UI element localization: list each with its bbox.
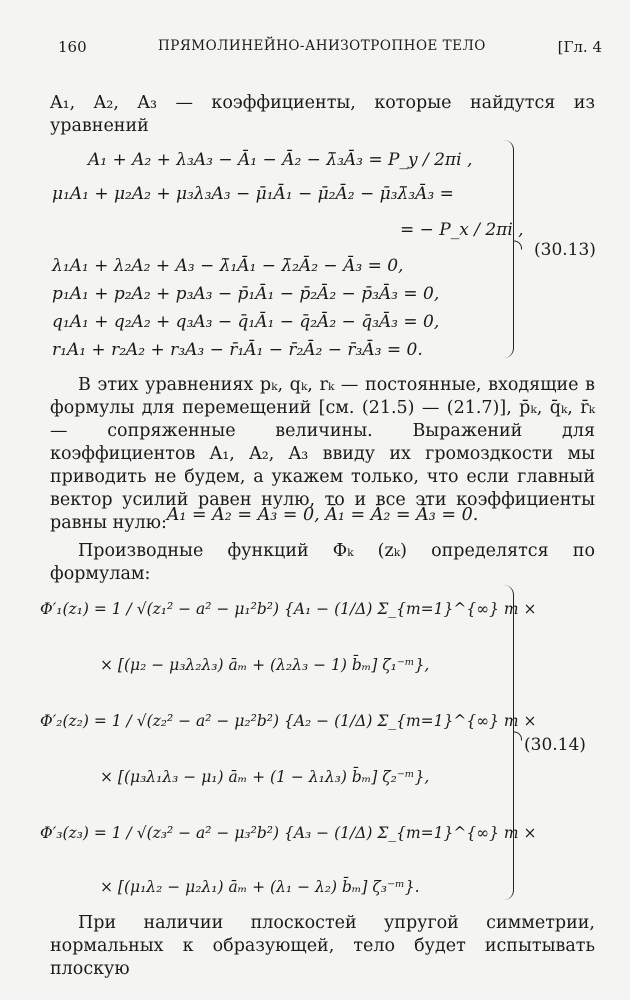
- right-brace: [503, 140, 514, 358]
- equation-line: × [(μ₁λ₂ − μ₂λ₁) āₘ + (λ₁ − λ₂) b̄ₘ] ζ₃⁻ᵐ}.: [100, 878, 420, 896]
- intro-text: A₁, A₂, A₃ — коэффициенты, которые найдутся из уравнений: [50, 93, 595, 136]
- running-title: ПРЯМОЛИНЕЙНО-АНИЗОТРОПНОЕ ТЕЛО: [158, 38, 486, 54]
- page-header: [58, 38, 602, 62]
- equation-line: × [(μ₃λ₁λ₃ − μ₁) āₘ + (1 − λ₁λ₃) b̄ₘ] ζ₂⁻ᵐ},: [100, 768, 430, 786]
- equation-line: q₁A₁ + q₂A₂ + q₃A₃ − q̄₁Ā₁ − q̄₂Ā₂ − q̄₃Ā₃ = 0,: [52, 312, 440, 332]
- equation-line: × [(μ₂ − μ₃λ₂λ₃) āₘ + (λ₂λ₃ − 1) b̄ₘ] ζ₁⁻ᵐ},: [100, 656, 430, 674]
- equation-number: (30.13): [534, 240, 596, 260]
- right-brace: [503, 585, 514, 900]
- equation-line: λ₁A₁ + λ₂A₂ + A₃ − λ̄₁Ā₁ − λ̄₂Ā₂ − Ā₃ = 0,: [52, 256, 404, 276]
- body-paragraph: При наличии плоскостей упругой симметрии, нормальных к образующей, тело будет испытывать плоскую: [50, 913, 595, 979]
- page-number: 160: [58, 38, 87, 56]
- equation-line: A₁ + A₂ + λ₃A₃ − Ā₁ − Ā₂ − λ̄₃Ā₃ = P_y / 2πi ,: [88, 150, 473, 170]
- equation-line: p₁A₁ + p₂A₂ + p₃A₃ − p̄₁Ā₁ − p̄₂Ā₂ − p̄₃Ā₃ = 0,: [52, 284, 440, 304]
- equation-line: r₁A₁ + r₂A₂ + r₃A₃ − r̄₁Ā₁ − r̄₂Ā₂ − r̄₃Ā₃ = 0.: [52, 340, 423, 360]
- zero-coefficients-equation: A₁ = A₂ = A₃ = 0, Ā₁ = Ā₂ = Ā₃ = 0.: [166, 505, 479, 525]
- equation-line: = − P_x / 2πi ,: [400, 220, 524, 240]
- equation-line: Φ′₂(z₂) = 1 / √(z₂² − a² − μ₂²b²) {A₂ − (1/Δ) Σ_{m=1}^{∞} m ×: [40, 712, 537, 730]
- equation-number: (30.14): [524, 735, 586, 755]
- equation-line: μ₁A₁ + μ₂A₂ + μ₃λ₃A₃ − μ̄₁Ā₁ − μ̄₂Ā₂ − μ̄₃λ̄₃Ā₃ =: [52, 184, 454, 204]
- body-paragraph: В этих уравнениях pₖ, qₖ, rₖ — постоянные, входящие в формулы для перемещений [см. (21.5) — (21.7)], p̄ₖ, q̄ₖ, r̄ₖ — сопряженные величины. Выражений для коэффициентов A₁, A₂, A₃ ввиду их громоздкости мы приводить не будем, а укажем только, что если главный вектор усилий равен нулю, то и все эти коэффициенты равны нулю:: [50, 375, 595, 533]
- body-paragraph: Производные функций Φₖ (zₖ) определятся по формулам:: [50, 541, 595, 584]
- chapter-label: [Гл. 4: [557, 38, 602, 56]
- equation-line: Φ′₁(z₁) = 1 / √(z₁² − a² − μ₁²b²) {A₁ − (1/Δ) Σ_{m=1}^{∞} m ×: [40, 600, 537, 618]
- equation-line: Φ′₃(z₃) = 1 / √(z₃² − a² − μ₃²b²) {A₃ − (1/Δ) Σ_{m=1}^{∞} m ×: [40, 824, 537, 842]
